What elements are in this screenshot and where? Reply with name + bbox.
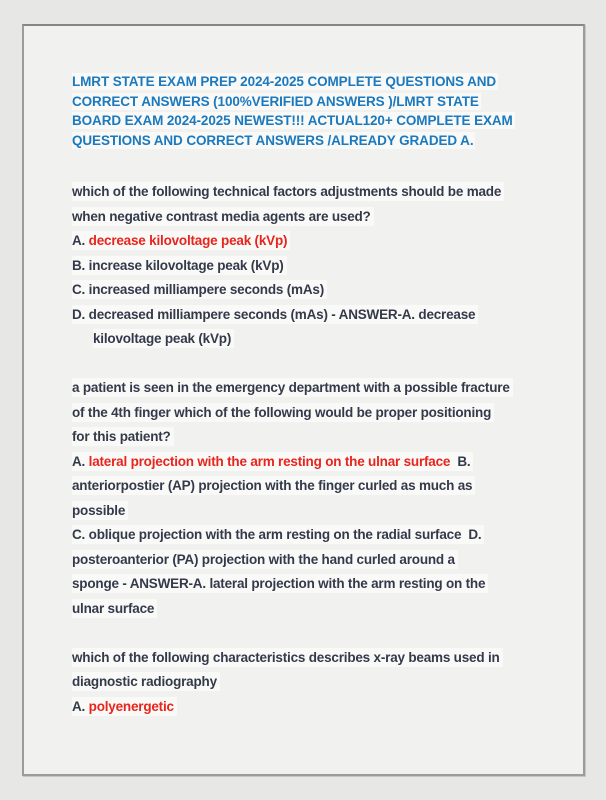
question-text: which of the following technical factors adjustments should be made [72, 184, 502, 199]
question-text: C. oblique projection with the arm resting on the radial surface D. [72, 527, 482, 542]
title-line [72, 111, 545, 131]
correct-answer-text: decrease kilovoltage peak (kVp) [88, 233, 288, 248]
question-text: anteriorpostier (AP) projection with the finger curled as much as [72, 478, 473, 493]
text-line [72, 695, 545, 720]
text-line [72, 597, 545, 622]
text-highlight-strip [72, 305, 478, 324]
text-line [72, 523, 545, 548]
question-text: D. decreased milliampere seconds (mAs) - ANSWER-A. decrease [72, 306, 476, 322]
question-block [72, 376, 545, 621]
text-highlight-strip [72, 182, 504, 201]
question-text: ulnar surface [72, 600, 155, 616]
text-highlight-strip [93, 329, 234, 348]
text-line [72, 229, 545, 254]
document-content [24, 26, 583, 719]
question-block [72, 180, 545, 352]
question-text: diagnostic radiography [72, 674, 217, 689]
correct-answer-text: lateral projection with the arm resting on the ulnar surface [88, 453, 451, 469]
text-line [72, 254, 545, 279]
question-text: posteroanterior (PA) projection with the hand curled around a [72, 551, 455, 567]
text-line [72, 572, 545, 597]
text-line [72, 376, 545, 401]
text-line [72, 646, 545, 671]
title-text: LMRT STATE EXAM PREP 2024-2025 COMPLETE QUESTIONS AND [72, 74, 497, 89]
text-highlight-strip [72, 501, 128, 520]
text-highlight-strip [72, 599, 157, 618]
text-line [72, 474, 545, 499]
title-text: QUESTIONS AND CORRECT ANSWERS /ALREADY GRADED A. [72, 132, 474, 148]
questions-container [72, 180, 545, 719]
text-highlight-strip [72, 280, 327, 299]
text-highlight-strip [72, 574, 488, 593]
text-highlight-strip [72, 525, 484, 544]
question-text: which of the following characteristics describes x-ray beams used in [72, 649, 500, 665]
title-line [72, 131, 545, 151]
title-line [72, 92, 545, 112]
document-title [72, 72, 545, 150]
question-text: for this patient? [72, 429, 171, 444]
question-text: when negative contrast media agents are used? [72, 208, 371, 224]
title-text: BOARD EXAM 2024-2025 NEWEST!!! ACTUAL120+ COMPLETE EXAM [72, 113, 513, 128]
question-text: possible [72, 502, 126, 518]
text-highlight-strip [72, 648, 503, 667]
text-highlight-strip [72, 452, 473, 471]
question-text: C. increased milliampere seconds (mAs) [72, 282, 324, 297]
question-text: B. increase kilovoltage peak (kVp) [72, 257, 284, 273]
text-highlight-strip [72, 550, 458, 569]
text-line [72, 401, 545, 426]
text-highlight-strip [72, 403, 494, 422]
question-text: of the 4th finger which of the following would be proper positioning [72, 404, 492, 420]
text-line [72, 327, 545, 352]
question-text: kilovoltage peak (kVp) [93, 331, 232, 346]
document-page [22, 24, 585, 776]
question-text: sponge - ANSWER-A. lateral projection with the arm resting on the [72, 576, 486, 591]
text-line [72, 499, 545, 524]
question-block [72, 646, 545, 720]
text-line [72, 205, 545, 230]
text-highlight-strip [72, 378, 513, 397]
text-line [72, 450, 545, 475]
text-highlight-strip [72, 697, 177, 716]
text-line [72, 548, 545, 573]
question-text: A. [72, 698, 89, 714]
text-line [72, 278, 545, 303]
question-text: a patient is seen in the emergency department with a possible fracture [72, 380, 510, 395]
title-text: CORRECT ANSWERS (100%VERIFIED ANSWERS )/LMRT STATE [72, 93, 479, 109]
text-highlight-strip [72, 476, 475, 495]
question-text: A. [72, 453, 89, 469]
text-highlight-strip [72, 672, 220, 691]
text-line [72, 180, 545, 205]
text-line [72, 670, 545, 695]
text-highlight-strip [72, 231, 290, 250]
question-text: B. [450, 453, 471, 469]
text-highlight-strip [72, 256, 287, 275]
question-text: A. [72, 233, 89, 248]
text-highlight-strip [72, 427, 174, 446]
title-line [72, 72, 545, 92]
text-line [72, 303, 545, 328]
text-line [72, 425, 545, 450]
correct-answer-text: polyenergetic [88, 698, 174, 714]
text-highlight-strip [72, 207, 374, 226]
